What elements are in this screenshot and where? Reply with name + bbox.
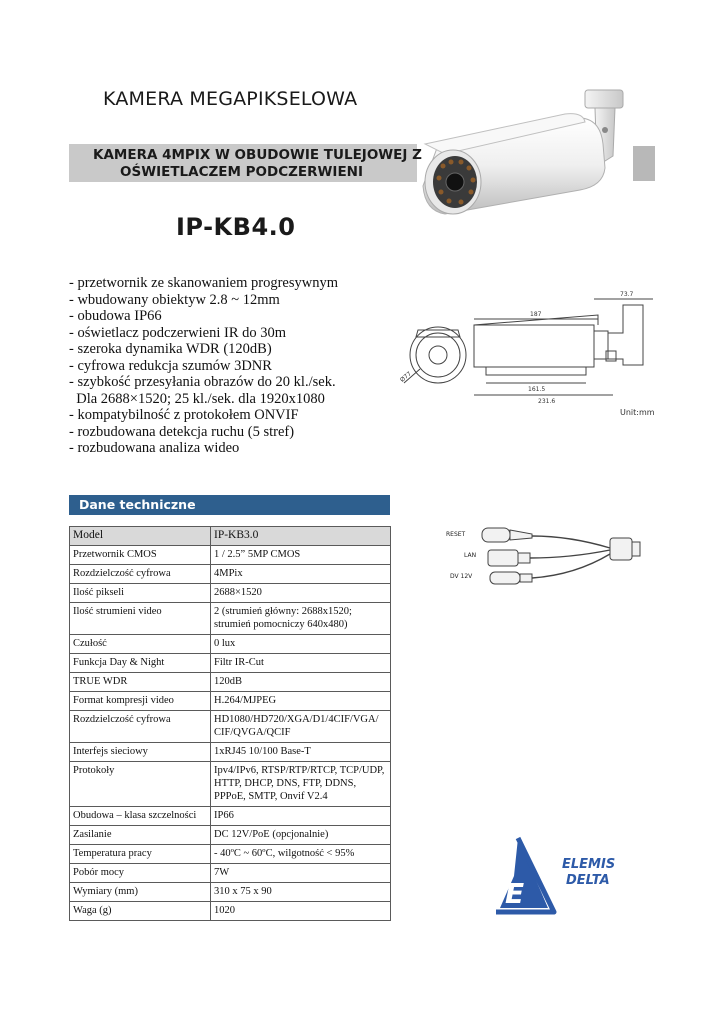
cable-lan-label: LAN: [464, 552, 477, 559]
spec-table-row: [70, 546, 391, 565]
dim-diameter-label: Ø77: [398, 370, 413, 384]
spec-value-cell: 1 / 2.5” 5MP CMOS: [211, 546, 391, 565]
feature-item: - szybkość przesyłania obrazów do 20 kl./sek.: [69, 374, 336, 390]
feature-item: - oświetlacz podczerwieni IR do 30m: [69, 324, 287, 341]
spec-value-cell: IP-KB3.0: [211, 527, 391, 546]
spec-table-row: [70, 711, 391, 743]
cable-reset-label: RESET: [446, 531, 466, 538]
spec-table-row: [70, 807, 391, 826]
feature-item: - przetwornik ze skanowaniem progresywnym: [69, 275, 338, 291]
spec-table-row: [70, 565, 391, 584]
spec-label-cell: Rozdzielczość cyfrowa: [70, 711, 211, 743]
spec-table-row: [70, 635, 391, 654]
spec-table-row: [70, 584, 391, 603]
spec-table-row: [70, 603, 391, 635]
spec-label-cell: Pobór mocy: [70, 864, 211, 883]
feature-item: Dla 2688×1520; 25 kl./sek. dla 1920x1080: [69, 390, 325, 407]
spec-table-row: [70, 743, 391, 762]
spec-label-cell: Model: [70, 527, 211, 546]
spec-label-cell: Protokoły: [70, 762, 211, 807]
spec-table-row: [70, 692, 391, 711]
spec-label-cell: Przetwornik CMOS: [70, 546, 211, 565]
dimension-drawing: [398, 285, 668, 425]
spec-table-row: [70, 883, 391, 902]
spec-table-row: [70, 864, 391, 883]
spec-table-row: [70, 673, 391, 692]
spec-value-cell: 310 x 75 x 90: [211, 883, 391, 902]
subtitle-line1: KAMERA 4MPIX W OBUDOWIE TULEJOWEJ Z: [93, 147, 422, 163]
page-title: KAMERA MEGAPIKSELOWA: [103, 88, 358, 110]
feature-list: [69, 275, 338, 457]
feature-item: - kompatybilność z protokołem ONVIF: [69, 407, 299, 423]
spec-value-cell: 0 lux: [211, 635, 391, 654]
spec-value-cell: IP66: [211, 807, 391, 826]
spec-label-cell: Funkcja Day & Night: [70, 654, 211, 673]
spec-value-cell: 1xRJ45 10/100 Base-T: [211, 743, 391, 762]
spec-table-row: [70, 845, 391, 864]
spec-value-cell: 7W: [211, 864, 391, 883]
dim-top-label: 73.7: [620, 291, 634, 298]
spec-label-cell: Interfejs sieciowy: [70, 743, 211, 762]
spec-value-cell: DC 12V/PoE (opcjonalnie): [211, 826, 391, 845]
spec-value-cell: Filtr IR-Cut: [211, 654, 391, 673]
spec-label-cell: Rozdzielczość cyfrowa: [70, 565, 211, 584]
spec-value-cell: 120dB: [211, 673, 391, 692]
spec-label-cell: Zasilanie: [70, 826, 211, 845]
dim-length-label: 187: [530, 311, 542, 318]
spec-value-cell: - 40ºC ~ 60ºC, wilgotność < 95%: [211, 845, 391, 864]
spec-table-row: [70, 902, 391, 921]
feature-item: - cyfrowa redukcja szumów 3DNR: [69, 357, 272, 374]
feature-item: - rozbudowana analiza wideo: [69, 440, 240, 456]
feature-item: - wbudowany obiektyw 2.8 ~ 12mm: [69, 291, 280, 308]
spec-value-cell: HD1080/HD720/XGA/D1/4CIF/VGA/ CIF/QVGA/QCIF: [211, 711, 391, 743]
feature-item: - obudowa IP66: [69, 308, 162, 324]
dim-total-label: 231.6: [538, 398, 556, 405]
model-heading: IP-KB4.0: [176, 213, 296, 241]
spec-value-cell: 2 (strumień główny: 2688x1520; strumień pomocniczy 640x480): [211, 603, 391, 635]
spec-table-row: [70, 762, 391, 807]
spec-value-cell: H.264/MJPEG: [211, 692, 391, 711]
logo-letter: E: [505, 877, 525, 910]
cable-diagram: [440, 520, 650, 590]
feature-item: - rozbudowana detekcja ruchu (5 stref): [69, 423, 295, 440]
spec-label-cell: Waga (g): [70, 902, 211, 921]
spec-value-cell: 2688×1520: [211, 584, 391, 603]
logo-line1: ELEMIS: [562, 857, 616, 872]
spec-label-cell: Czułość: [70, 635, 211, 654]
logo-line2: DELTA: [566, 873, 610, 888]
camera-photo: [415, 86, 640, 226]
specs-header: [69, 495, 390, 515]
spec-label-cell: Format kompresji video: [70, 692, 211, 711]
unit-label: Unit:mm: [620, 408, 655, 417]
spec-label-cell: TRUE WDR: [70, 673, 211, 692]
spec-label-cell: Wymiary (mm): [70, 883, 211, 902]
dim-lower-label: 161.5: [528, 386, 546, 393]
spec-table-row: [70, 654, 391, 673]
spec-label-cell: Ilość pikseli: [70, 584, 211, 603]
spec-label-cell: Ilość strumieni video: [70, 603, 211, 635]
feature-item: - szeroka dynamika WDR (120dB): [69, 341, 272, 357]
specs-header-label: Dane techniczne: [79, 497, 196, 512]
spec-table-row: [70, 826, 391, 845]
spec-table-header-row: [70, 527, 391, 546]
spec-label-cell: Obudowa – klasa szczelności: [70, 807, 211, 826]
spec-value-cell: 4MPix: [211, 565, 391, 584]
cable-power-label: DV 12V: [450, 573, 473, 580]
subtitle-line2: OŚWIETLACZEM PODCZERWIENI: [120, 164, 363, 180]
spec-value-cell: Ipv4/IPv6, RTSP/RTP/RTCP, TCP/UDP, HTTP, DHCP, DNS, FTP, DDNS, PPPoE, SMTP, Onvif V2.4: [211, 762, 391, 807]
spec-value-cell: 1020: [211, 902, 391, 921]
elemis-delta-logo: [478, 836, 628, 926]
spec-table: [69, 526, 391, 921]
spec-label-cell: Temperatura pracy: [70, 845, 211, 864]
